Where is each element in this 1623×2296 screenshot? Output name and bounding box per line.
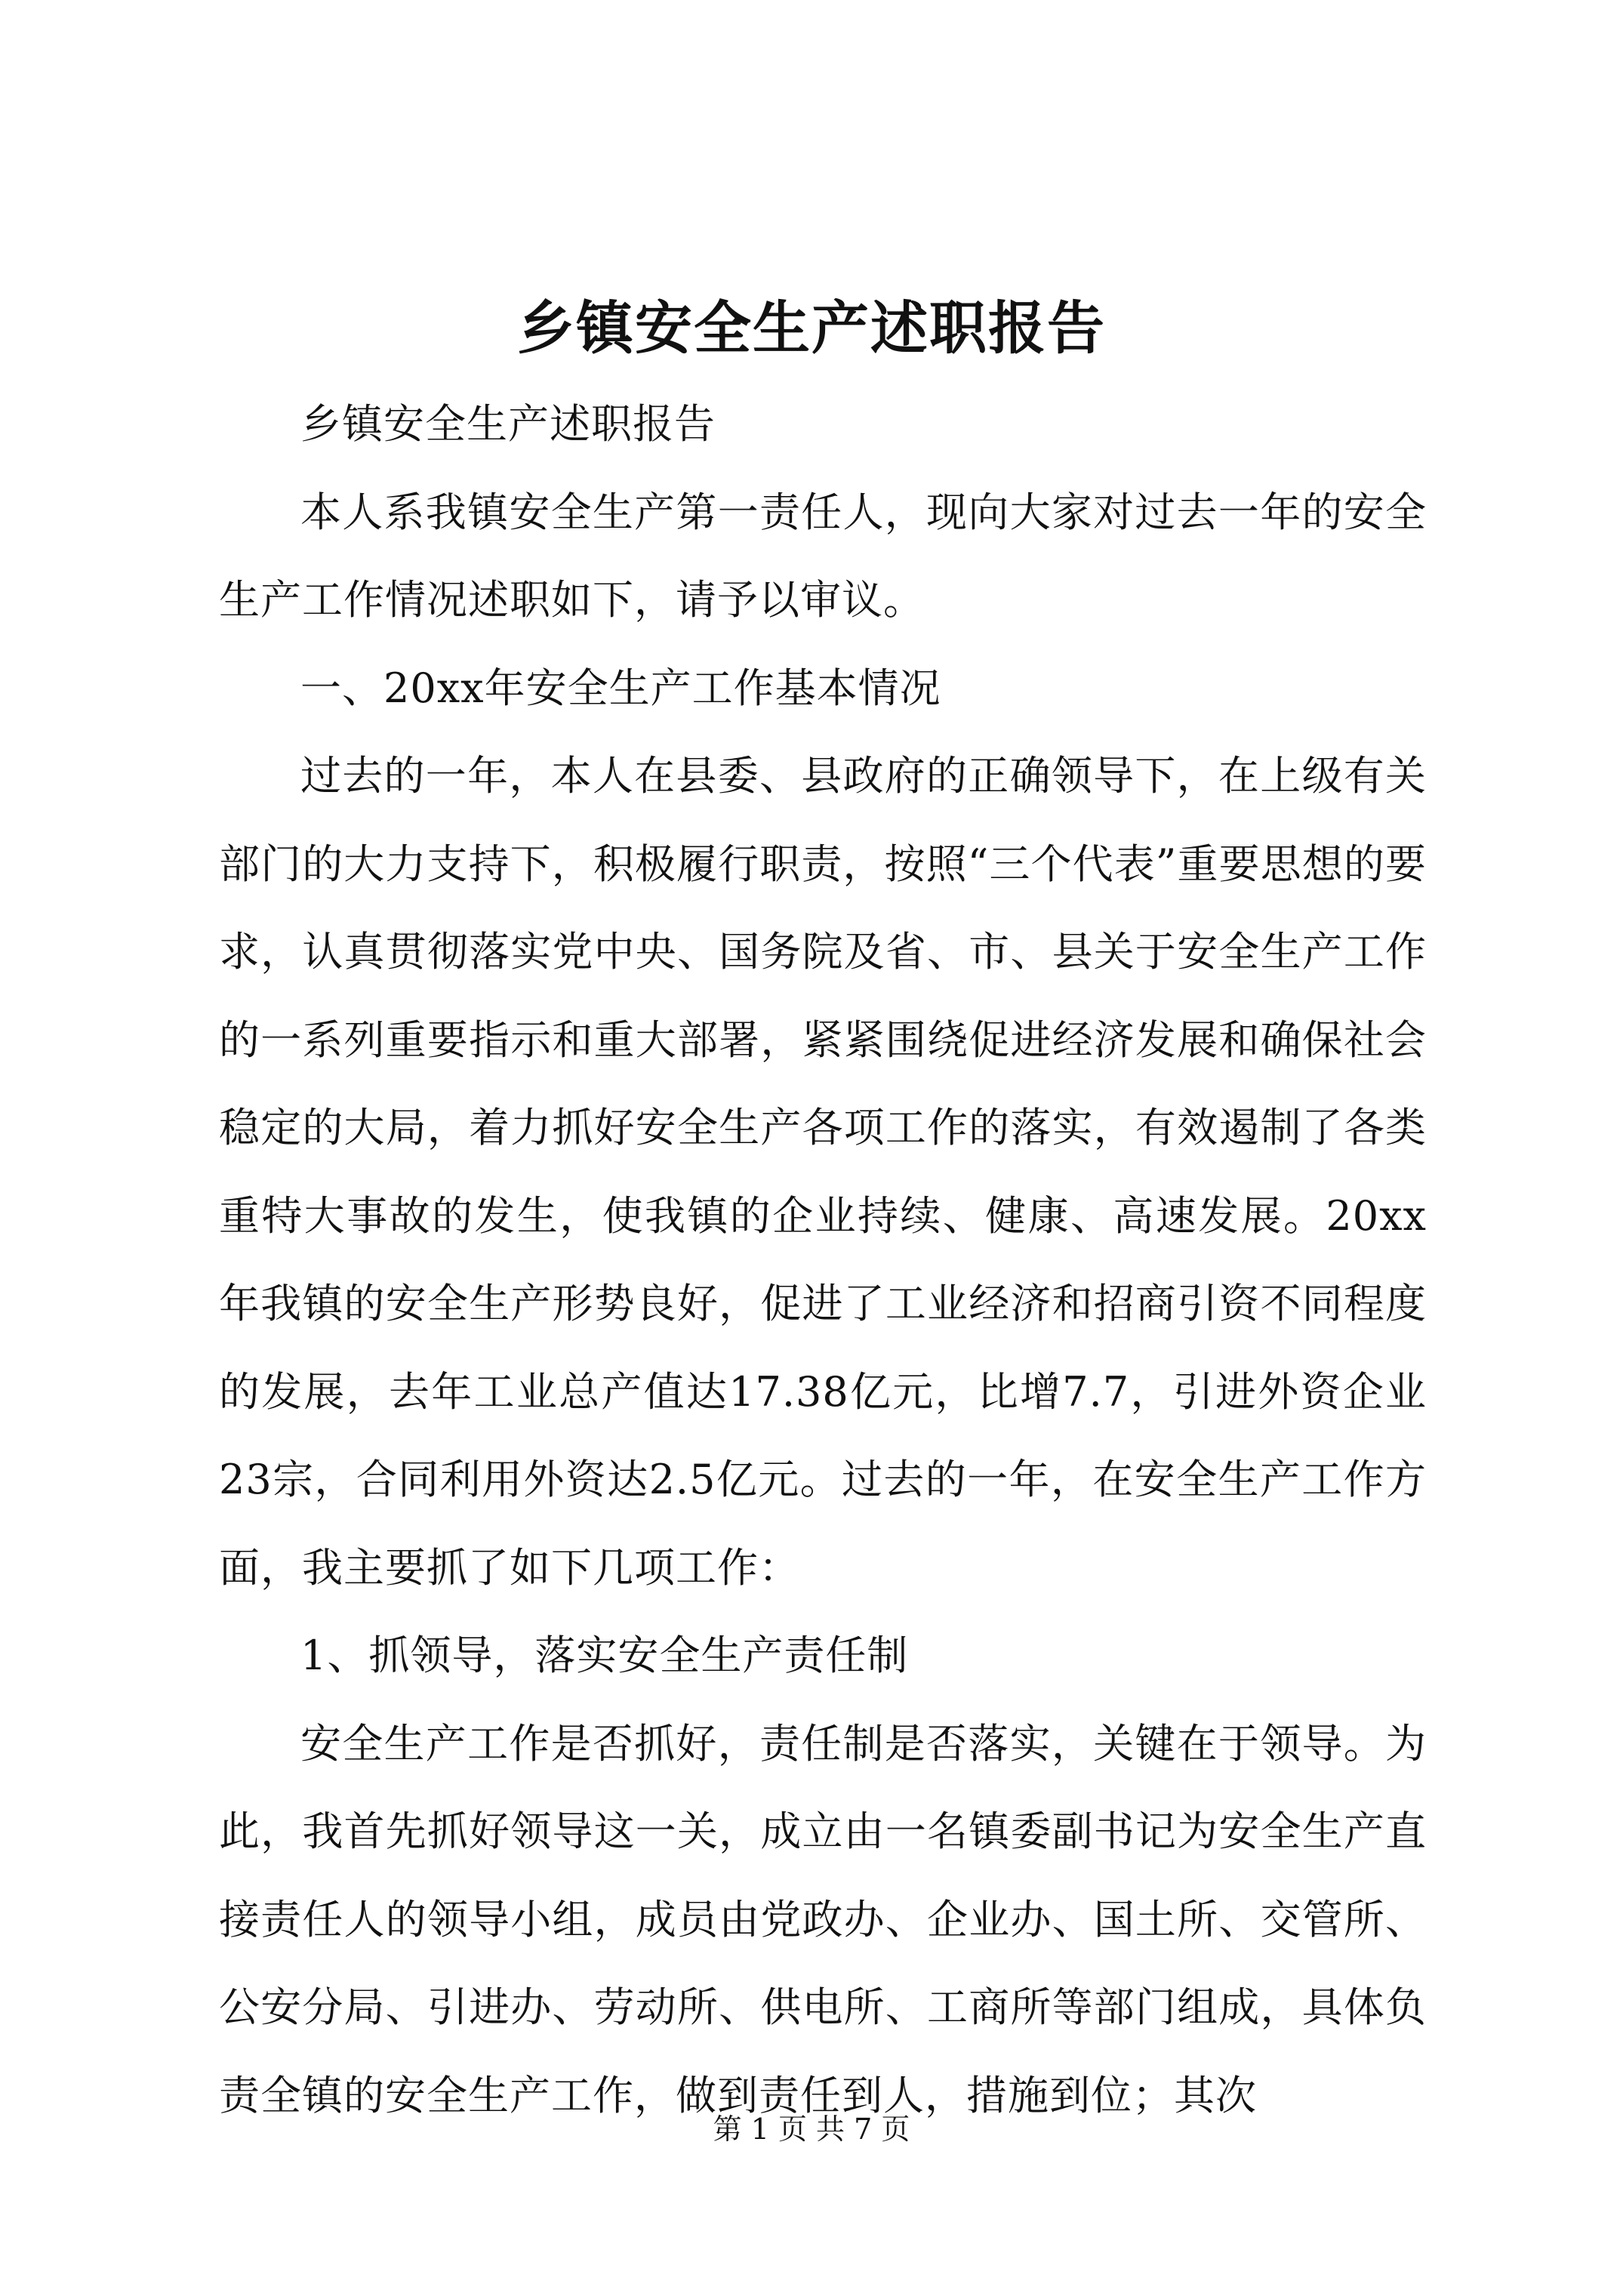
paragraph: 安全生产工作是否抓好，责任制是否落实，关键在于领导。为此，我首先抓好领导这一关，成立由一名镇委副书记为安全生产直接责任人的领导小组，成员由党政办、企业办、国土所、交管所、公安分局、引进办、劳动所、供电所、工商所等部门组成，具体负责全镇的安全生产工作，做到责任到人，措施到位；其次 bbox=[219, 1719, 1427, 2119]
subsection-heading: 1、抓领导，落实安全生产责任制 bbox=[300, 1632, 909, 1679]
paragraph: 过去的一年，本人在县委、县政府的正确领导下，在上级有关部门的大力支持下，积极履行职责，按照“三个代表”重要思想的要求，认真贯彻落实党中央、国务院及省、市、县关于安全生产工作的一系列重要指示和重大部署，紧紧围绕促进经济发展和确保社会稳定的大局，着力抓好安全生产各项工作的落实，有效遏制了各类重特大事故的发生，使我镇的企业持续、健康、高速发展。20xx年我镇的安全生产形势良好，促进了工业经济和招商引资不同程度的发展，去年工业总产值达17.38亿元，比增7.7，引进外资企业23宗，合同利用外资达2.5亿元。过去的一年，在安全生产工作方面，我主要抓了如下几项工作： bbox=[219, 752, 1427, 1592]
paragraph: 乡镇安全生产述职报告 bbox=[300, 400, 716, 448]
paragraph: 本人系我镇安全生产第一责任人，现向大家对过去一年的安全生产工作情况述职如下，请予以审议。 bbox=[219, 488, 1427, 624]
document-title: 乡镇安全生产述职报告 bbox=[517, 294, 1106, 362]
page-footer: 第 1 页 共 7 页 bbox=[713, 2113, 910, 2146]
document-body bbox=[219, 381, 1427, 2140]
section-heading: 一、20xx年安全生产工作基本情况 bbox=[300, 664, 941, 712]
